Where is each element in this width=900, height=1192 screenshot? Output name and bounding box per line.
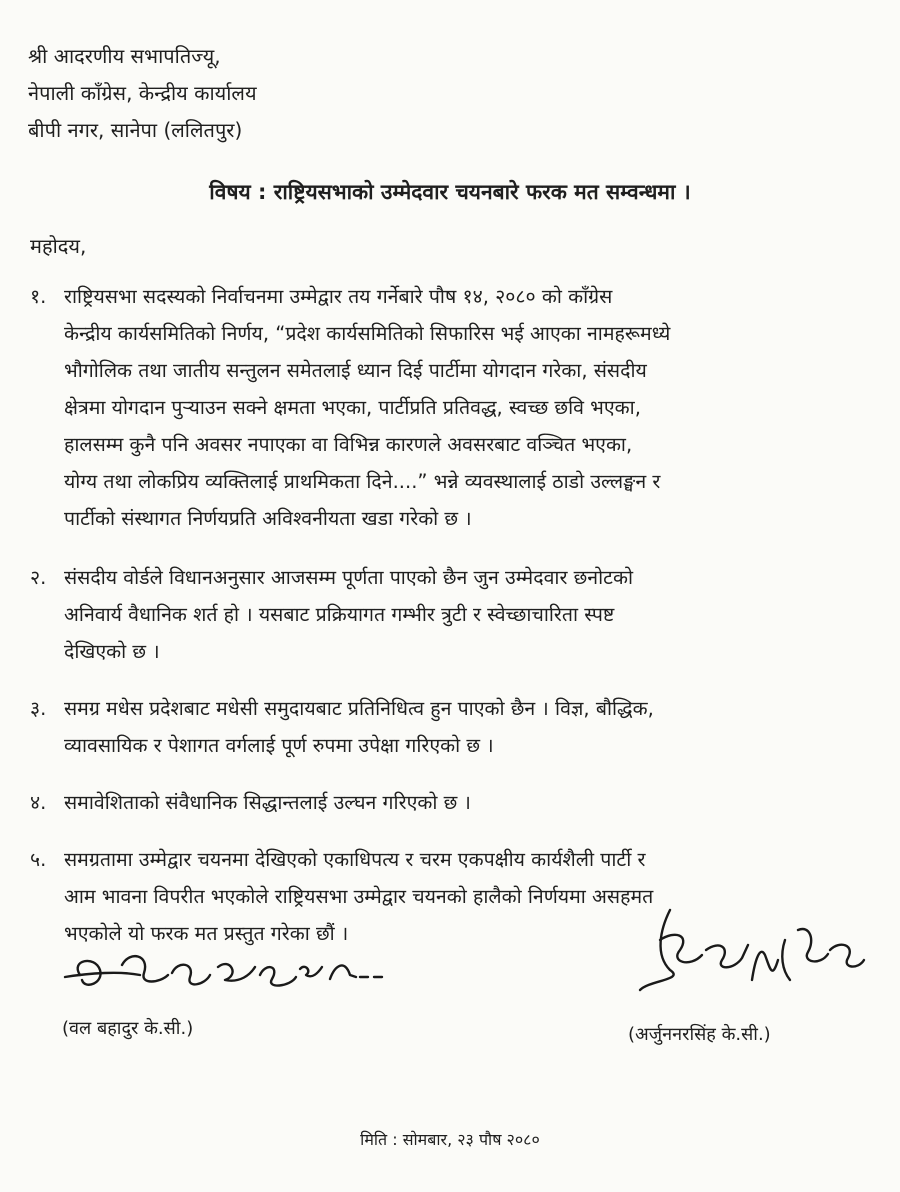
point-line: राष्ट्रियसभा सदस्यको निर्वाचनमा उम्मेद्वार तय गर्नेबारे पौष १४, २०८० को काँग्रेस bbox=[64, 285, 613, 308]
point-line: समावेशिताको संवैधानिक सिद्धान्तलाई उल्घन गरिएको छ । bbox=[64, 791, 471, 814]
points-list bbox=[30, 278, 845, 952]
point-line: हालसम्म कुनै पनि अवसर नपाएका वा विभिन्न कारणले अवसरबाट वञ्चित भएका, bbox=[64, 433, 633, 456]
point-line: अनिवार्य वैधानिक शर्त हो । यसबाट प्रक्रियागत गम्भीर त्रुटी र स्वेच्छाचारिता स्पष्ट bbox=[64, 603, 615, 626]
point-number: २. bbox=[30, 566, 47, 589]
point-line: संसदीय वोर्डले विधानअनुसार आजसम्म पूर्णता पाएको छैन जुन उम्मेदवार छनोटको bbox=[64, 566, 634, 589]
point-text bbox=[64, 559, 845, 670]
point-line: पार्टीको संस्थागत निर्णयप्रति अविश्वनीयता खडा गरेको छ । bbox=[64, 507, 472, 530]
point-text bbox=[64, 784, 845, 821]
salutation: महोदय, bbox=[30, 234, 87, 258]
address-line-3: बीपी नगर, सानेपा (ललितपुर) bbox=[28, 118, 243, 142]
point-line: योग्य तथा लोकप्रिय व्यक्तिलाई प्राथमिकता दिने....” भन्ने व्यवस्थालाई ठाडो उल्लङ्घन र bbox=[64, 470, 661, 493]
signature-right bbox=[630, 900, 870, 1000]
point-number: १. bbox=[30, 285, 47, 308]
point-line: व्यावसायिक र पेशागत वर्गलाई पूर्ण रुपमा उपेक्षा गरिएको छ । bbox=[64, 734, 494, 757]
point-line: क्षेत्रमा योगदान पुऱ्याउन सक्ने क्षमता भएका, पार्टीप्रति प्रतिवद्ध, स्वच्छ छवि भएका, bbox=[64, 396, 641, 419]
point-number: ५. bbox=[30, 848, 47, 871]
point-line: देखिएको छ । bbox=[64, 640, 160, 663]
point-number: ४. bbox=[30, 791, 47, 814]
point-line: समग्रतामा उम्मेद्वार चयनमा देखिएको एकाधिपत्य र चरम एकपक्षीय कार्यशैली पार्टी र bbox=[64, 848, 646, 871]
point-item bbox=[30, 690, 845, 764]
signatory-right-name: (अर्जुननरसिंह के.सी.) bbox=[628, 1024, 771, 1045]
signature-left bbox=[60, 945, 400, 1005]
recipient-address bbox=[28, 38, 257, 149]
point-line: केन्द्रीय कार्यसमितिको निर्णय, “प्रदेश कार्यसमितिको सिफारिस भई आएका नामहरूमध्ये bbox=[64, 322, 671, 345]
point-line: समग्र मधेस प्रदेशबाट मधेसी समुदायबाट प्रतिनिधित्व हुन पाएको छैन । विज्ञ, बौद्धिक, bbox=[64, 697, 654, 720]
point-text bbox=[64, 690, 845, 764]
point-item bbox=[30, 278, 845, 537]
point-line: आम भावना विपरीत भएकोले राष्ट्रियसभा उम्मेद्वार चयनको हालैको निर्णयमा असहमत bbox=[64, 885, 654, 908]
point-line: भएकोले यो फरक मत प्रस्तुत गरेका छौं । bbox=[64, 922, 349, 945]
point-item bbox=[30, 784, 845, 821]
point-line: भौगोलिक तथा जातीय सन्तुलन समेतलाई ध्यान दिई पार्टीमा योगदान गरेका, संसदीय bbox=[64, 359, 647, 382]
point-item bbox=[30, 559, 845, 670]
signatory-left-name: (वल बहादुर के.सी.) bbox=[62, 1018, 194, 1039]
subject-line: विषय : राष्ट्रियसभाको उम्मेदवार चयनबारे फरक मत सम्वन्धमा । bbox=[209, 180, 691, 204]
date-line: मिति : सोमबार, २३ पौष २०८० bbox=[360, 1130, 540, 1149]
point-number: ३. bbox=[30, 697, 47, 720]
address-line-2: नेपाली काँग्रेस, केन्द्रीय कार्यालय bbox=[28, 81, 257, 105]
address-line-1: श्री आदरणीय सभापतिज्यू, bbox=[28, 44, 221, 68]
point-text bbox=[64, 278, 845, 537]
